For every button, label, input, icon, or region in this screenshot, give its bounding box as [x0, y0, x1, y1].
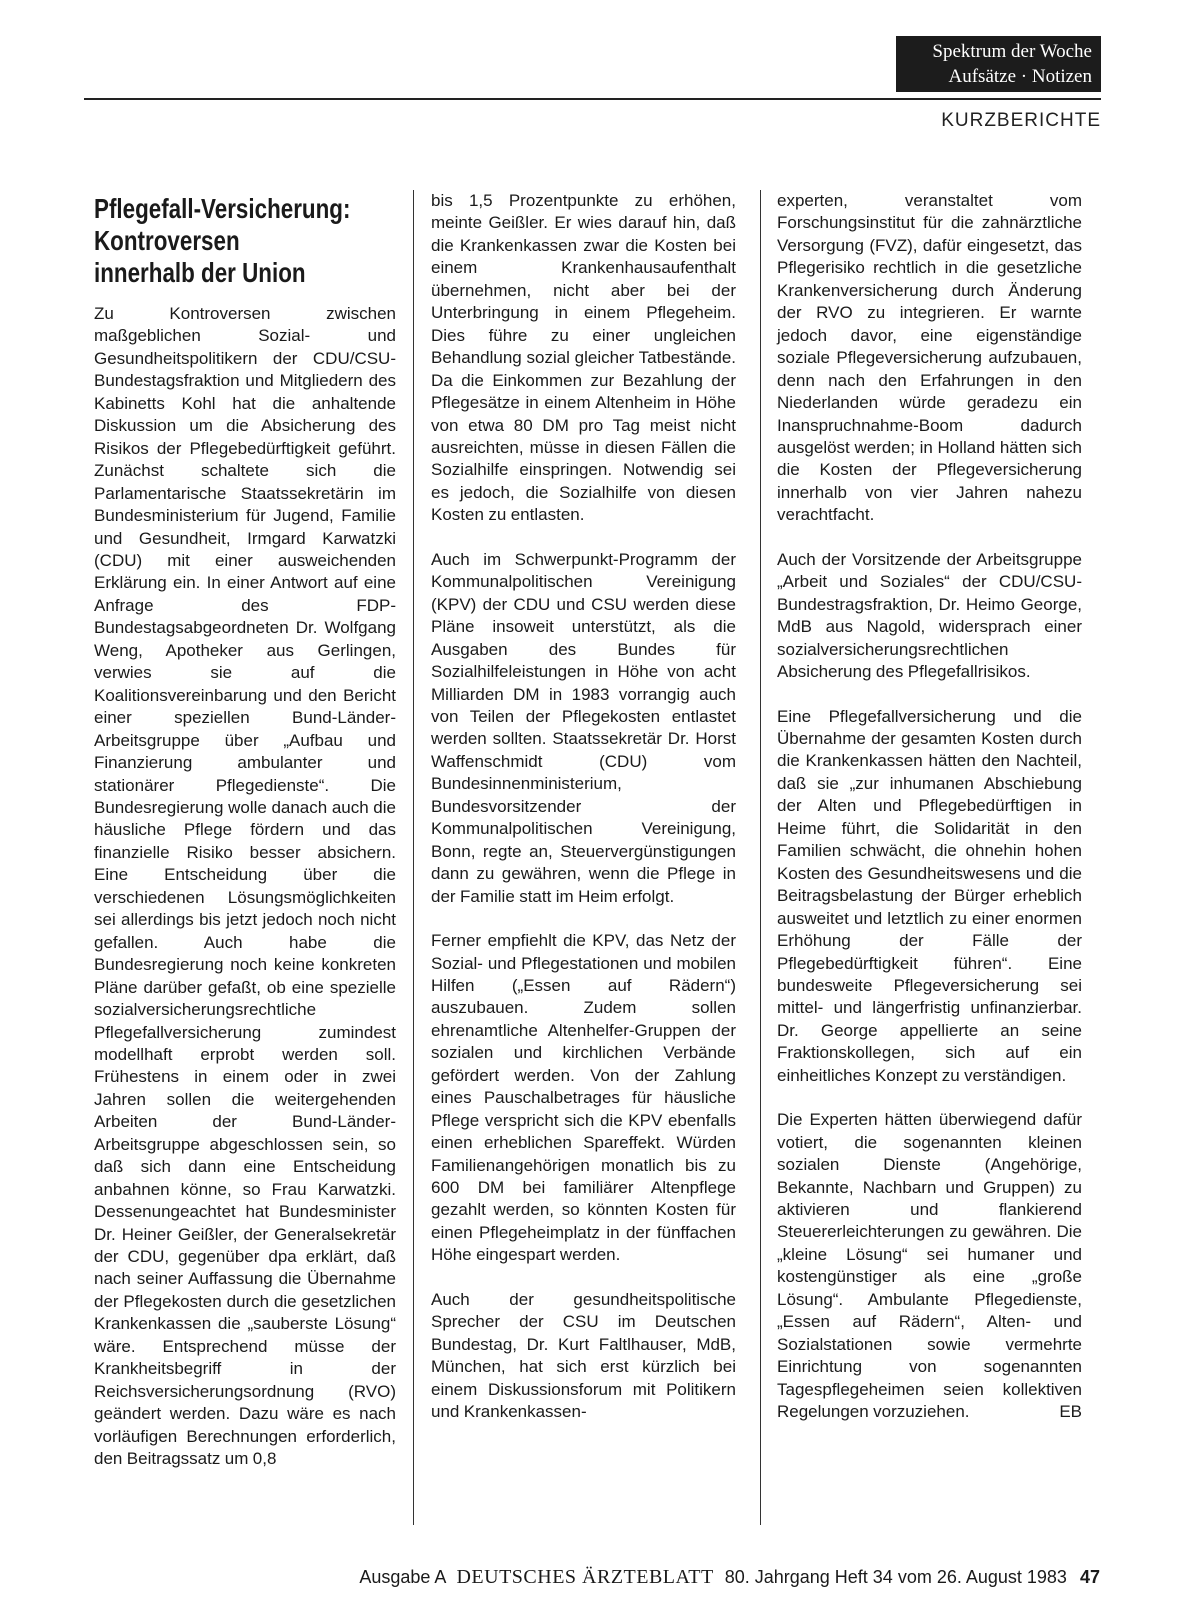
section-label: KURZBERICHTE	[941, 110, 1101, 131]
paragraph-last	[777, 1109, 1082, 1423]
column-1	[94, 303, 396, 1471]
column-2	[431, 190, 736, 1424]
paragraph: Zu Kontroversen zwischen maßgeblichen Sozial- und Gesundheitspolitikern der CDU/CSU-Bundestagsfraktion und Mitgliedern des Kabinetts Kohl hat die anhaltende Diskussion um die Absicherung des Risikos der Pflegebedürftigkeit geführt. Zunächst schaltete sich die Parlamentarische Staatssekretärin im Bundesministerium für Jugend, Familie und Gesundheit, Irmgard Karwatzki (CDU) mit einer ausweichenden Erklärung ein. In einer Antwort auf eine Anfrage des FDP-Bundestagsabgeordneten Dr. Wolfgang Weng, Apotheker aus Gerlingen, verwies sie auf die Koalitionsvereinbarung und den Bericht einer speziellen Bund-Länder-Arbeitsgruppe über „Aufbau und Finanzierung ambulanter und stationärer Pflegedienste“. Die Bundesregierung wolle danach auch die häusliche Pflege fördern und das finanzielle Risiko besser absichern. Eine Entscheidung über die verschiedenen Lösungsmöglichkeiten sei allerdings bis jetzt jedoch noch nicht gefallen. Auch habe die Bundesregierung noch keine konkreten Pläne darüber gefaßt, ob eine spezielle sozialversicherungsrechtliche Pflegefallversicherung zumindest modellhaft erprobt werden soll. Frühestens in einem oder in zwei Jahren sollen die weitergehenden Arbeiten der Bund-Länder-Arbeitsgruppe abgeschlossen sein, so daß sich dann eine Entscheidung anbahnen könne, so Frau Karwatzki. Dessenungeachtet hat Bundesminister Dr. Heiner Geißler, der Generalsekretär der CDU, gegenüber dpa erklärt, daß nach seiner Auffassung die Übernahme der Pflegekosten durch die gesetzlichen Krankenkassen die „sauberste Lösung“ wäre. Entsprechend müsse der Krankheitsbegriff in der Reichsversicherungsordnung (RVO) geändert werden. Dazu wäre es nach vorläufigen Berechnungen erforderlich, den Beitragssatz um 0,8	[94, 304, 396, 1469]
paragraph: experten, veranstaltet vom Forschungsinstitut für die zahnärztliche Versorgung (FVZ), dafür eingesetzt, das Pflegerisiko rechtlich in die gesetzliche Krankenversicherung durch Änderung der RVO zu integrieren. Er warnte jedoch davor, eine eigenständige soziale Pflegeversicherung aufzubauen, denn nach den Erfahrungen in den Niederlanden würde geradezu ein Inanspruchnahme-Boom dadurch ausgelöst werden; in Holland hätten sich die Kosten der Pflegeversicherung innerhalb von vier Jahren nahezu verachtfacht.	[777, 191, 1082, 525]
section-badge	[896, 36, 1101, 92]
author-signature: EB	[1059, 1402, 1082, 1422]
paragraph: Ferner empfiehlt die KPV, das Netz der Sozial- und Pflegestationen und mobilen Hilfen („Essen auf Rädern“) auszubauen. Zudem sollen ehrenamtliche Altenhelfer-Gruppen der sozialen und kirchlichen Verbände gefördert werden. Von der Zahlung eines Pauschalbetrages für häusliche Pflege verspricht sich die KPV ebenfalls einen erheblichen Spareffekt. Würden Familienangehörigen monatlich bis zu 600 DM bei familiärer Altenpflege gezahlt werden, so könnten Kosten für einen Pflegeheimplatz in der fünffachen Höhe eingespart werden.	[431, 931, 736, 1265]
page-number: 47	[1079, 1567, 1100, 1587]
column-divider	[760, 190, 761, 1525]
article-title	[94, 193, 358, 289]
paragraph: Eine Pflegefallversicherung und die Übernahme der gesamten Kosten durch die Krankenkassen hätten den Nachteil, daß sie „zur inhumanen Abschiebung der Alten und Pflegebedürftigen in Heime führt, die Solidarität in den Familien schwächt, die ohnehin hohen Kosten des Gesundheitswesens und die Beitragsbelastung der Bürger erheblich ausweitet und letztlich zu einer enormen Erhöhung der Fälle der Pflegebedürftigkeit führen“. Eine bundesweite Pflegeversicherung sei mittel- und längerfristig unfinanzierbar. Dr. George appellierte an seine Fraktionskollegen, sich auf ein einheitliches Konzept zu verständigen.	[777, 706, 1082, 1085]
paragraph-text: Die Experten hätten überwiegend dafür votiert, die sogenannten kleinen sozialen Dienste (Angehörige, Bekannte, Nachbarn und Gruppen) zu aktivieren und flankierend Steuererleichterungen zu gewähren. Die „kleine Lösung“ sei humaner und kostengünstiger als eine „große Lösung“. Ambulante Pflegedienste, „Essen auf Rädern“, Alten- und Sozialstationen sowie vermehrte Einrichtung von sogenannten Tagespflegeheimen seien kollektiven Regelungen vorzuziehen.	[777, 1110, 1082, 1422]
masthead: DEUTSCHES ÄRZTEBLATT	[456, 1566, 714, 1588]
badge-line-1: Spektrum der Woche	[932, 41, 1092, 62]
paragraph: Auch im Schwerpunkt-Programm der Kommunalpolitischen Vereinigung (KPV) der CDU und CSU werden diese Pläne insoweit unterstützt, als die Ausgaben des Bundes für Sozialhilfeleistungen in Höhe von acht Milliarden DM in 1983 vorrangig auch von Teilen der Pflegekosten entlastet werden sollten. Staatssekretär Dr. Horst Waffenschmidt (CDU) vom Bundesinnenministerium, Bundesvorsitzender der Kommunalpolitischen Vereinigung, Bonn, regte an, Steuervergünstigungen dann zu gewähren, wenn die Pflege in der Familie statt im Heim erfolgt.	[431, 549, 736, 906]
title-line-1: Pflegefall-Versicherung:	[94, 193, 351, 224]
issue-info: 80. Jahrgang Heft 34 vom 26. August 1983	[724, 1567, 1067, 1587]
column-divider	[413, 190, 414, 1525]
header-rule	[84, 98, 1101, 100]
badge-line-2: Aufsätze · Notizen	[948, 66, 1092, 87]
paragraph: Auch der gesundheitspolitische Sprecher der CSU im Deutschen Bundestag, Dr. Kurt Faltlhauser, MdB, München, hat sich erst kürzlich bei einem Diskussionsforum mit Politikern und Krankenkassen-	[431, 1289, 736, 1422]
title-line-3: innerhalb der Union	[94, 257, 306, 288]
paragraph: Auch der Vorsitzende der Arbeitsgruppe „Arbeit und Soziales“ der CDU/CSU-Bundestragsfraktion, Dr. Heimo George, MdB aus Nagold, widersprach einer sozialversicherungsrechtlichen Absicherung des Pflegefallrisikos.	[777, 549, 1082, 682]
title-line-2: Kontroversen	[94, 225, 240, 256]
column-3	[777, 190, 1082, 1424]
paragraph: bis 1,5 Prozentpunkte zu erhöhen, meinte Geißler. Er wies darauf hin, daß die Krankenkassen zwar die Kosten bei einem Krankenhausaufenthalt übernehmen, nicht aber bei der Unterbringung in einem Pflegeheim. Dies führe zu einer ungleichen Behandlung sozial gleicher Tatbestände. Da die Einkommen zur Bezahlung der Pflegesätze in einem Altenheim in Höhe von etwa 80 DM pro Tag meist nicht ausreichten, müsse in diesen Fällen die Sozialhilfe einspringen. Notwendig sei es jedoch, die Sozialhilfe von diesen Kosten zu entlasten.	[431, 191, 736, 525]
page-footer	[270, 1566, 1100, 1589]
edition: Ausgabe A	[359, 1567, 446, 1587]
